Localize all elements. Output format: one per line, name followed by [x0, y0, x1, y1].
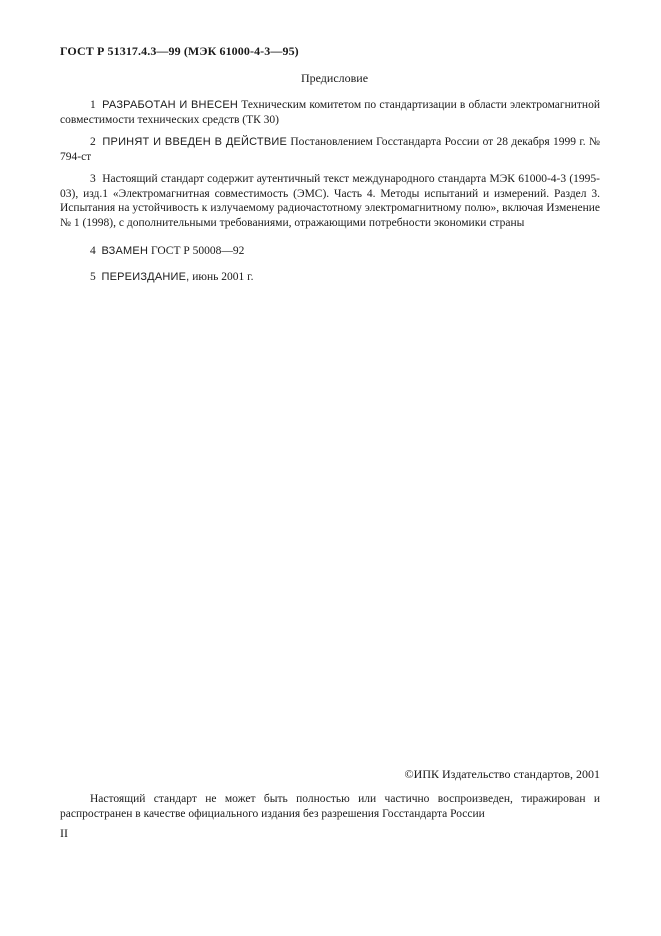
item-4-number: 4: [90, 245, 96, 257]
item-5-number: 5: [90, 271, 96, 283]
item-5: [60, 270, 600, 285]
item-5-text: июнь 2001 г.: [189, 271, 254, 283]
item-2: [60, 135, 600, 164]
reproduction-notice: [60, 792, 600, 822]
item-4-text: ГОСТ Р 50008—92: [148, 245, 245, 257]
item-4: [60, 244, 600, 259]
copyright-line: ©ИПК Издательство стандартов, 2001: [404, 767, 600, 781]
item-3: [60, 172, 600, 230]
item-1: [60, 98, 600, 127]
document-header: ГОСТ Р 51317.4.3—99 (МЭК 61000-4-3—95): [60, 44, 299, 58]
section-title: Предисловие: [300, 71, 369, 85]
item-1-caps: РАЗРАБОТАН И ВНЕСЕН: [102, 99, 239, 111]
item-3-number: 3: [90, 173, 96, 185]
item-1-text: Техническим комитетом по стандартизации в области электромагнитной совместимости технических средств (ТК 30): [60, 99, 600, 126]
item-2-text: Постановлением Госстандарта России от 28 декабря 1999 г. № 794-ст: [60, 136, 600, 163]
item-5-caps: ПЕРЕИЗДАНИЕ,: [101, 271, 190, 283]
item-4-caps: ВЗАМЕН: [101, 245, 149, 257]
item-3-text: Настоящий стандарт содержит аутентичный текст международного стандарта МЭК 61000-4-3 (1995-03), изд.1 «Электромагнитная совместимость (ЭМС). Часть 4. Методы испытаний и измерений. Раздел 3. Испытания на устойчивость к излучаемому радиочастотному электромагнитному полю», включая Изменение № 1 (1998), с дополнительными требованиями, отражающими потребности экономики страны: [60, 173, 601, 229]
page-number: II: [60, 826, 68, 840]
item-2-caps: ПРИНЯТ И ВВЕДЕН В ДЕЙСТВИЕ: [102, 136, 287, 148]
item-1-number: 1: [90, 99, 96, 111]
item-2-number: 2: [90, 136, 96, 148]
reproduction-notice-text: Настоящий стандарт не может быть полностью или частично воспроизведен, тиражирован и распространен в качестве официального издания без разрешения Госстандарта России: [60, 793, 600, 820]
